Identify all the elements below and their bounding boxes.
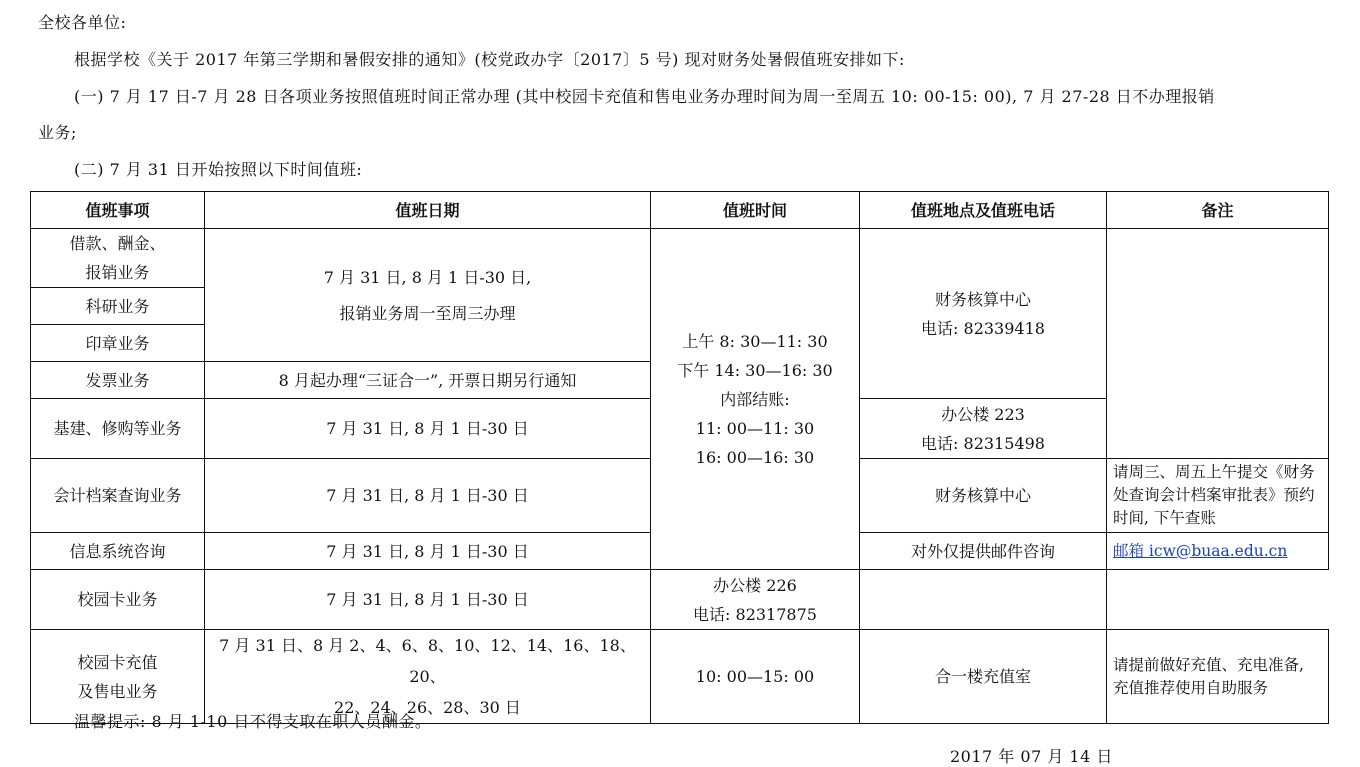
phone-text: 电话: 82315498: [921, 433, 1045, 453]
email-link[interactable]: 邮箱 icw@buaa.edu.cn: [1113, 541, 1288, 560]
intro-paragraph: 根据学校《关于 2017 年第三学期和暑假安排的通知》(校党政办字〔2017〕5 号) 现对财务处暑假值班安排如下:: [74, 50, 905, 69]
item-text: 报销业务: [85, 263, 150, 282]
item-text: 校园卡充值: [77, 652, 158, 672]
location-cell: 对外仅提供邮件咨询: [860, 533, 1107, 570]
item-cell: [31, 229, 205, 288]
table-row: [31, 229, 1329, 288]
date-cell: 7 月 31 日, 8 月 1 日-30 日: [205, 399, 651, 459]
date-text: 报销业务周一至周三办理: [339, 303, 516, 323]
duty-schedule-table: [30, 191, 1329, 724]
item-cell: 印章业务: [31, 325, 205, 362]
header-note: 备注: [1107, 192, 1329, 229]
time-cell: 10: 00—15: 00: [651, 630, 860, 724]
time-text: 11: 00—11: 30: [695, 418, 815, 438]
header-item: 值班事项: [31, 192, 205, 229]
note-cell: [1107, 229, 1329, 459]
date-text: 22、24、26、28、30 日: [334, 698, 521, 717]
document-date: 2017 年 07 月 14 日: [950, 747, 1113, 766]
date-cell: 7 月 31 日, 8 月 1 日-30 日: [205, 459, 651, 533]
location-text: 办公楼 226: [713, 575, 797, 595]
note-cell: 请周三、周五上午提交《财务处查询会计档案审批表》预约时间, 下午查账: [1107, 459, 1329, 533]
location-cell: 财务核算中心: [860, 459, 1107, 533]
header-time: 值班时间: [651, 192, 860, 229]
time-text: 16: 00—16: 30: [695, 447, 815, 467]
location-cell: [860, 399, 1107, 459]
date-cell: 7 月 31 日, 8 月 1 日-30 日: [205, 533, 651, 570]
phone-text: 电话: 82339418: [921, 318, 1045, 338]
header-date: 值班日期: [205, 192, 651, 229]
warm-tip: 温馨提示: 8 月 1-10 日不得支取在职人员酬金。: [74, 712, 432, 731]
time-text: 内部结账:: [720, 389, 790, 409]
date-text: 7 月 31 日, 8 月 1 日-30 日,: [323, 267, 532, 287]
location-cell: 合一楼充值室: [860, 630, 1107, 724]
item-two: (二) 7 月 31 日开始按照以下时间值班:: [74, 160, 363, 179]
item-cell: 校园卡业务: [31, 570, 205, 630]
date-cell: 8 月起办理“三证合一”, 开票日期另行通知: [205, 362, 651, 399]
item-cell: 信息系统咨询: [31, 533, 205, 570]
table-row: [31, 570, 1329, 630]
location-cell: [651, 570, 860, 630]
time-text: 下午 14: 30—16: 30: [677, 360, 833, 380]
time-text: 上午 8: 30—11: 30: [682, 331, 828, 351]
location-text: 办公楼 223: [941, 404, 1025, 424]
item-cell: 会计档案查询业务: [31, 459, 205, 533]
item-one-line2: 业务;: [38, 123, 77, 142]
item-text: 及售电业务: [77, 681, 158, 701]
location-text: 财务核算中心: [934, 289, 1031, 309]
item-cell: 发票业务: [31, 362, 205, 399]
phone-text: 电话: 82317875: [693, 604, 817, 624]
item-cell: 科研业务: [31, 288, 205, 325]
note-cell: 请提前做好充值、充电准备, 充值推荐使用自助服务: [1107, 630, 1329, 724]
item-text: 借款、酬金、: [69, 234, 166, 253]
note-cell: [1107, 533, 1329, 570]
note-cell: [860, 570, 1107, 630]
time-cell: [651, 229, 860, 570]
date-cell: [205, 229, 651, 362]
greeting: 全校各单位:: [38, 13, 127, 32]
item-cell: 基建、修购等业务: [31, 399, 205, 459]
location-cell: [860, 229, 1107, 399]
header-location: 值班地点及值班电话: [860, 192, 1107, 229]
date-cell: 7 月 31 日, 8 月 1 日-30 日: [205, 570, 651, 630]
date-text: 7 月 31 日、8 月 2、4、6、8、10、12、14、16、18、20、: [219, 636, 636, 686]
item-one-line1: (一) 7 月 17 日-7 月 28 日各项业务按照值班时间正常办理 (其中校园卡充值和售电业务办理时间为周一至周五 10: 00-15: 00), 7 月 27-28 日不办理报销: [74, 87, 1215, 106]
table-header-row: [31, 192, 1329, 229]
